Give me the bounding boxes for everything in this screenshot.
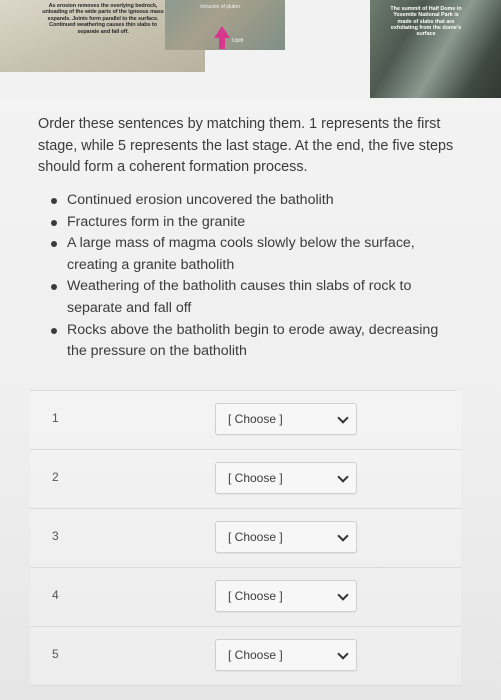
list-item [48,276,458,319]
match-number: 4 [52,588,59,602]
uplift-arrow-stem [219,37,225,49]
match-row-4 [30,568,461,627]
sentence-text: Rocks above the batholith begin to erode away, decreasing the pressure on the batholith [67,321,439,360]
match-number: 2 [52,470,59,484]
matching-table [30,391,461,686]
sentence-list [48,190,458,363]
chevron-down-icon [337,589,348,600]
list-item [48,320,458,363]
exfoliation-diagram [0,0,501,98]
match-select-2[interactable] [215,462,357,494]
diagram-uplift-label: Uplift [232,38,244,44]
chevron-down-icon [337,530,348,541]
match-select-4[interactable] [215,580,357,612]
bullet-icon [51,241,57,247]
diagram-photo-caption: The summit of Half Dome in Yosemite National Park is made of slabs that are exfoliating from the dome's surface [390,6,462,38]
select-value: [ Choose ] [228,412,283,426]
list-item [48,233,458,276]
bullet-icon [51,328,57,334]
match-select-3[interactable] [215,521,357,553]
match-number: 5 [52,647,59,661]
chevron-down-icon [337,648,348,659]
sentence-text: Weathering of the batholith causes thin slabs of rock to separate and fall off [67,278,412,316]
match-select-5[interactable] [215,639,357,671]
select-value: [ Choose ] [228,530,283,544]
select-value: [ Choose ] [228,648,283,662]
match-number: 1 [52,411,59,425]
select-value: [ Choose ] [228,471,283,485]
list-item [48,212,458,234]
chevron-down-icon [337,412,348,423]
list-item [48,190,458,212]
diagram-left-caption: As erosion removes the overlying bedrock, unloading of the wide parts of the igneous mass expands. Joints form parallel to the surface. Continued weathering causes thin slabs to separate and fall off. [42,3,164,35]
sentence-text: A large mass of magma cools slowly below the surface, creating a granite batholith [67,235,415,273]
match-number: 3 [52,529,59,543]
bullet-icon [51,198,57,204]
match-select-1[interactable] [215,403,357,435]
diagram-intrusion-label: Intrusion of pluton [200,4,240,10]
sentence-text: Fractures form in the granite [67,213,246,230]
match-row-3 [30,509,461,568]
bullet-icon [51,284,57,290]
question-prompt: Order these sentences by matching them. 1 represents the first stage, while 5 represents the last stage. At the end, the five steps should form a coherent formation process. [38,116,454,176]
sentence-text: Continued erosion uncovered the batholith [67,192,334,208]
bullet-icon [51,220,57,226]
match-row-5 [30,627,461,686]
match-row-2 [30,450,461,509]
chevron-down-icon [337,471,348,482]
select-value: [ Choose ] [228,589,283,603]
match-row-1 [30,391,461,450]
